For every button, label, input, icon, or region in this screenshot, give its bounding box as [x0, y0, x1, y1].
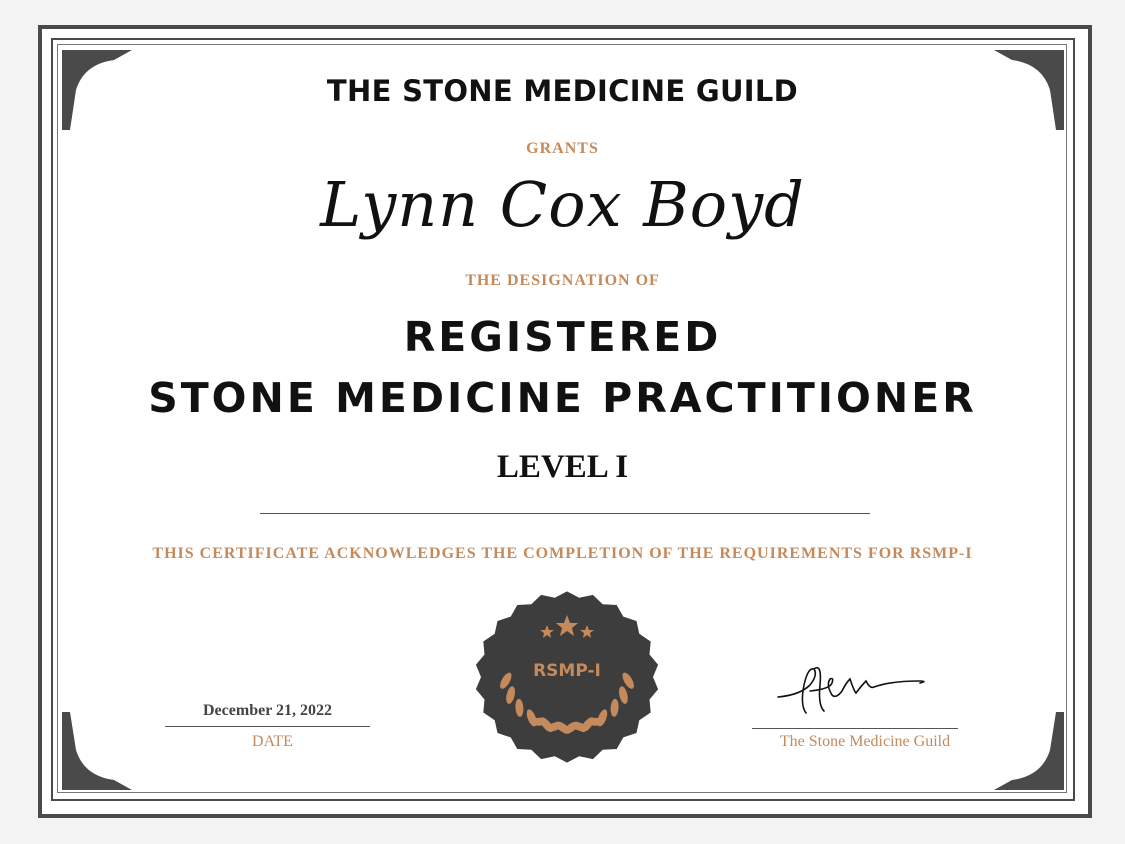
corner-ornament-bottom-left-icon: [62, 712, 132, 790]
issuer-title: THE STONE MEDICINE GUILD: [326, 74, 799, 108]
date-label: DATE: [252, 733, 293, 750]
signatory-label: The Stone Medicine Guild: [779, 733, 951, 750]
designation-line-2: STONE MEDICINE PRACTITIONER: [148, 374, 977, 422]
divider: [260, 513, 870, 514]
level-label: LEVEL I: [496, 449, 629, 485]
grants-label: GRANTS: [526, 140, 599, 157]
seal-label: RSMP-I: [533, 661, 601, 681]
acknowledgement-text: THIS CERTIFICATE ACKNOWLEDGES THE COMPLETION OF THE REQUIREMENTS FOR RSMP-I: [152, 545, 973, 562]
designation-label: THE DESIGNATION OF: [465, 272, 660, 289]
designation-line-1: REGISTERED: [403, 313, 722, 361]
recipient-name: Lynn Cox Boyd: [320, 168, 805, 241]
signature-line: [752, 728, 958, 729]
signature-icon: [770, 655, 940, 720]
corner-ornament-bottom-right-icon: [994, 712, 1064, 790]
date-line: [165, 726, 370, 727]
date-value: December 21, 2022: [203, 702, 332, 719]
